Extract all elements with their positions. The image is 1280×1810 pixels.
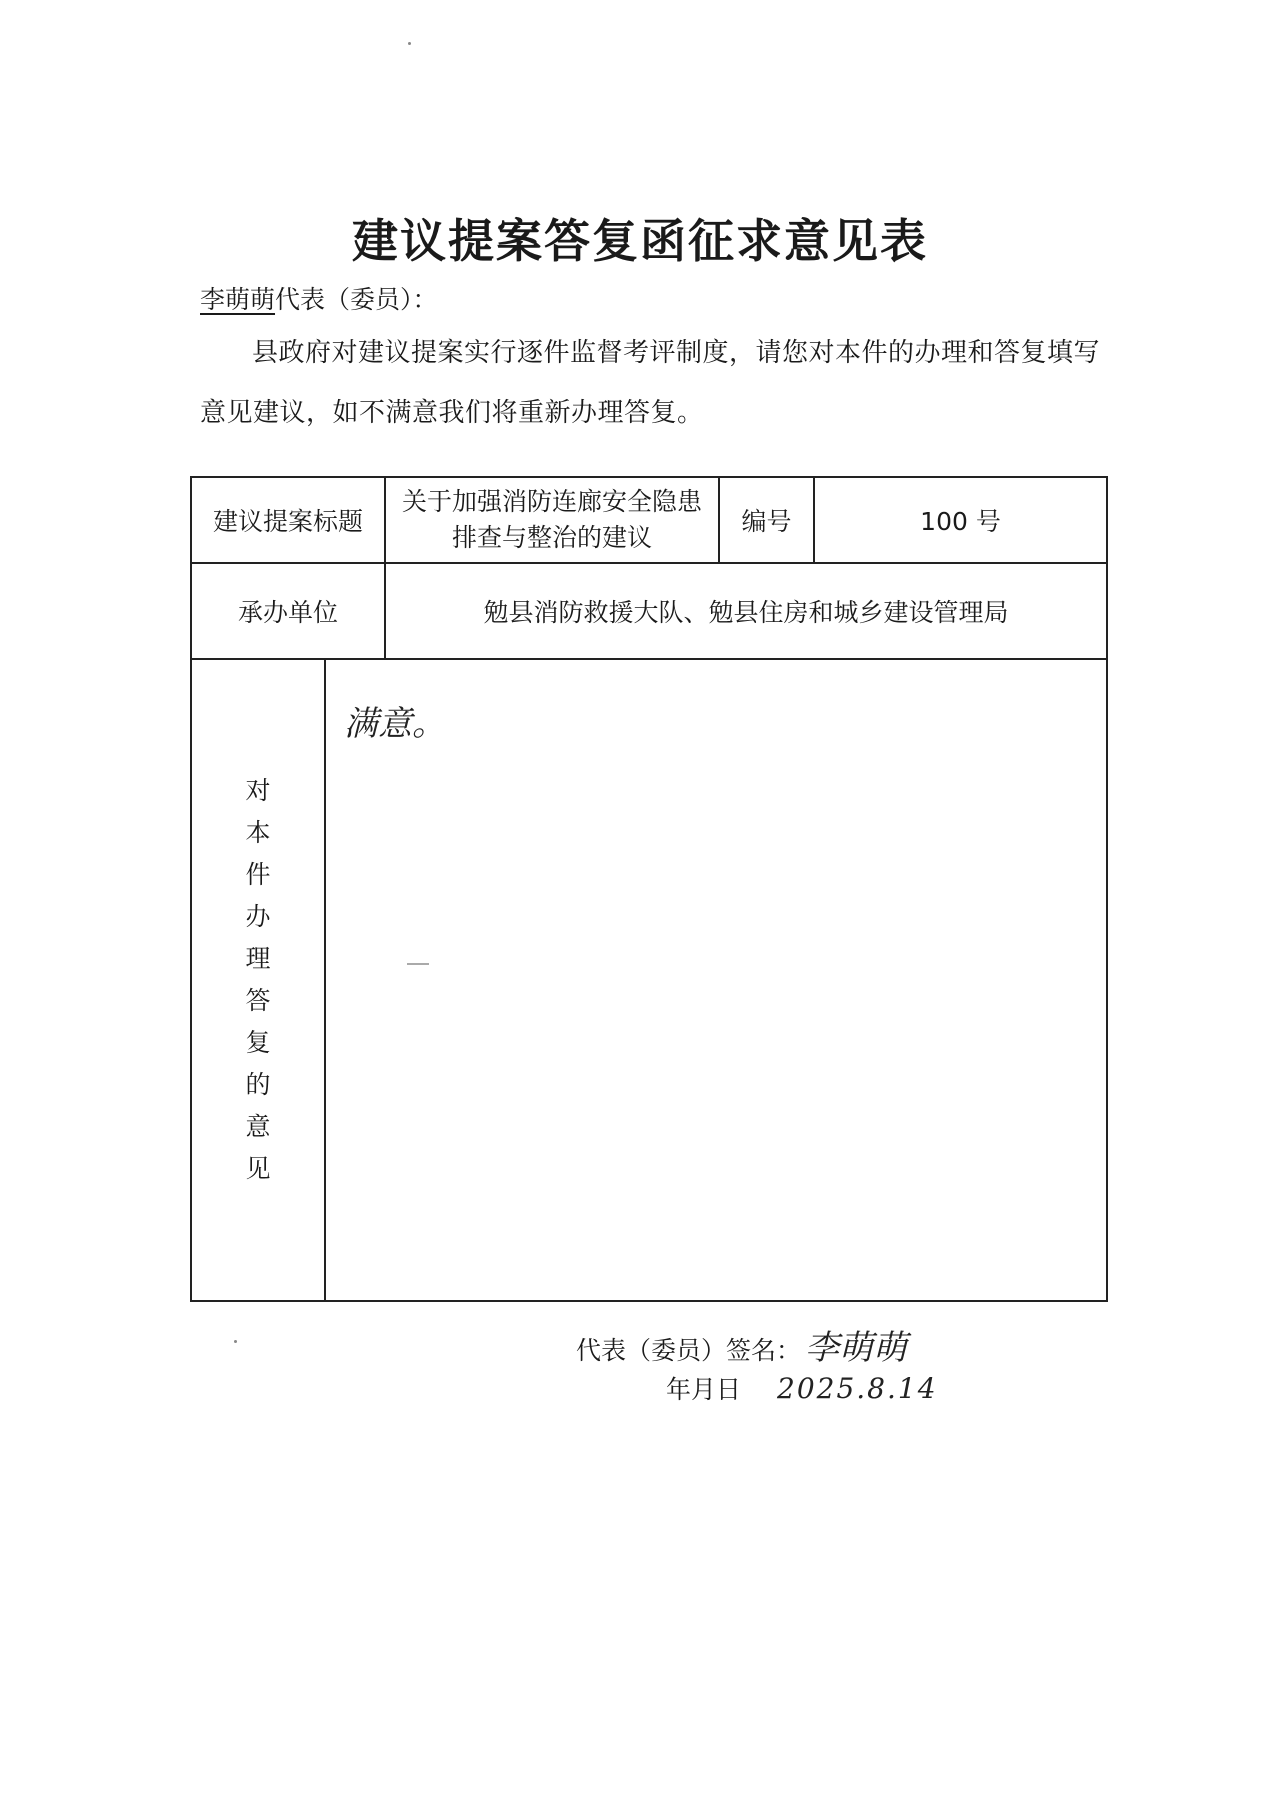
signature-row [576,1320,907,1369]
label-proposal-title: 建议提案标题 [191,477,385,563]
label-number: 编号 [719,477,814,563]
greeting-suffix: 代表（委员）： [275,285,438,314]
handling-unit-value: 勉县消防救援大队、勉县住房和城乡建设管理局 [385,563,1107,659]
paper-speck [408,42,411,45]
intro-paragraph: 县政府对建议提案实行逐件监督考评制度，请您对本件的办理和答复填写意见建议，如不满意我们将重新办理答复。 [200,338,1101,428]
paper-smudge [407,963,429,965]
table-row-title [191,477,1107,563]
date-label: 年月日 [666,1375,742,1404]
opinion-form-table [190,476,1108,1405]
proposal-title-cell [385,477,719,563]
signature-label: 代表（委员）签名： [576,1336,802,1365]
number-value: 100 号 [814,477,1107,563]
signature-handwritten: 李萌萌 [805,1328,908,1368]
label-opinion-cell [191,659,325,1301]
opinion-cell [325,659,1107,1405]
proposal-title-line1: 关于加强消防连廊安全隐患 [402,487,703,516]
representative-name: 李萌萌 [200,285,276,314]
label-opinion: 对本件办理答复的意见 [245,776,271,1183]
proposal-title-line2: 排查与整治的建议 [452,523,653,552]
table-row-opinion [191,659,1107,1301]
label-handling-unit: 承办单位 [191,563,385,659]
date-handwritten: 2025.8.14 [777,1372,938,1405]
date-row [666,1370,938,1406]
opinion-handwritten: 满意。 [344,704,446,744]
greeting-line [200,280,438,316]
table-row-unit [191,563,1107,659]
page-title: 建议提案答复函征求意见表 [352,214,928,268]
paper-speck [234,1340,237,1343]
